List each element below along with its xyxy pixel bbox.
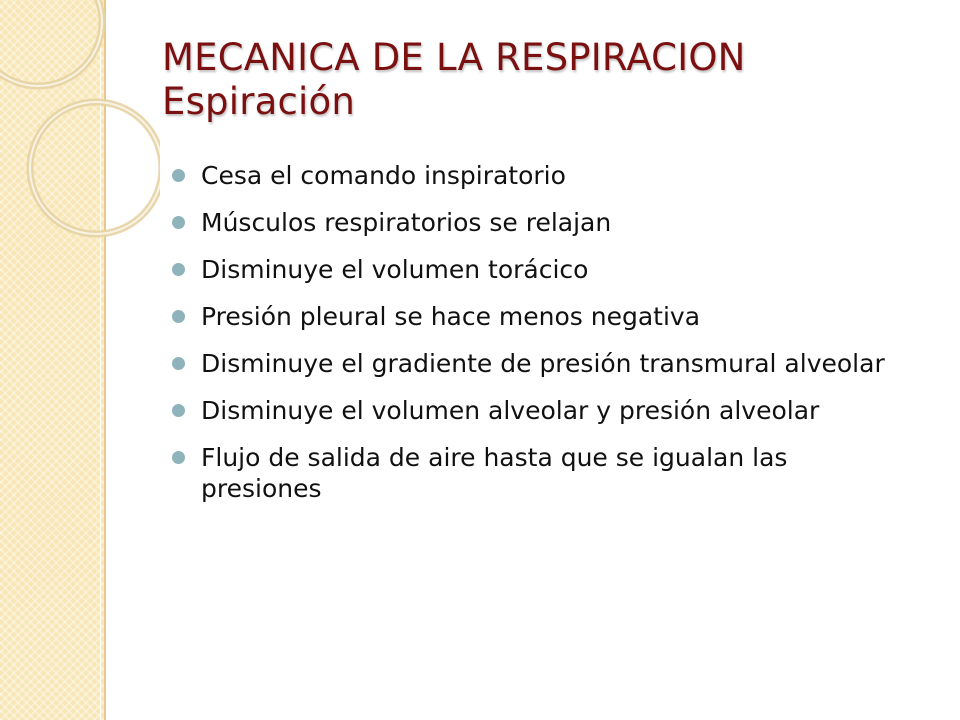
list-item-text: Disminuye el volumen torácico: [201, 255, 589, 284]
list-item: [170, 301, 910, 332]
list-item-text: Disminuye el gradiente de presión transmural alveolar: [201, 349, 885, 378]
list-item: [170, 348, 910, 379]
list-item-text: Presión pleural se hace menos negativa: [201, 302, 701, 331]
bullet-dot-icon: [172, 169, 185, 182]
slide-title: [162, 36, 922, 124]
bullet-dot-icon: [172, 263, 185, 276]
bullet-dot-icon: [172, 451, 185, 464]
list-item: [170, 395, 910, 426]
bullet-list: [170, 160, 910, 520]
bullet-dot-icon: [172, 310, 185, 323]
slide-title-line2: Espiración: [162, 80, 356, 123]
bullet-dot-icon: [172, 216, 185, 229]
bullet-dot-icon: [172, 404, 185, 417]
list-item-text: Músculos respiratorios se relajan: [201, 208, 612, 237]
list-item-text: Disminuye el volumen alveolar y presión alveolar: [201, 396, 820, 425]
slide-title-line1: MECANICA DE LA RESPIRACION: [162, 36, 746, 79]
list-item: [170, 442, 910, 504]
list-item: [170, 160, 910, 191]
list-item-text: Cesa el comando inspiratorio: [201, 161, 566, 190]
list-item: [170, 254, 910, 285]
decorative-ring-upper-inner: [0, 0, 102, 86]
bullet-dot-icon: [172, 357, 185, 370]
decorative-ring-upper: [0, 0, 102, 86]
decorative-rings: [0, 0, 160, 300]
list-item-text: Flujo de salida de aire hasta que se igualan las presiones: [201, 443, 788, 503]
list-item: [170, 207, 910, 238]
